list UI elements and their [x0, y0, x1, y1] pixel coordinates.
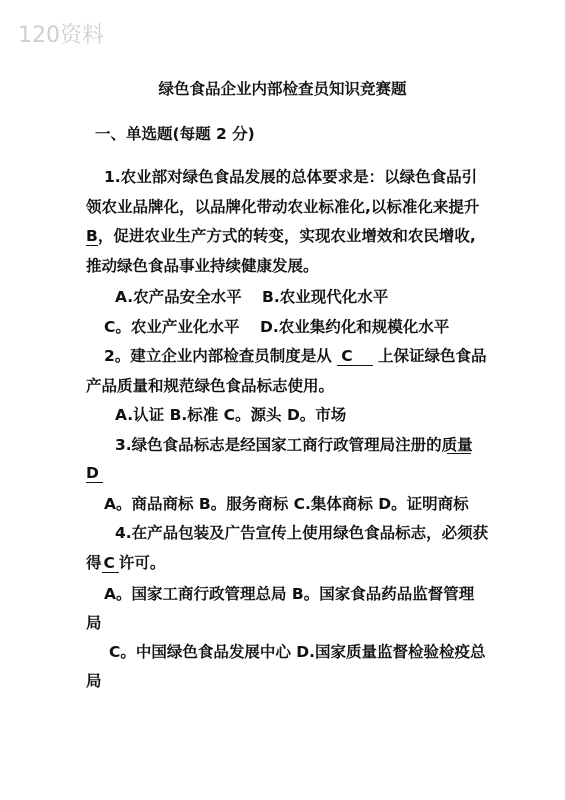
document-title: 绿色食品企业内部检查员知识竞赛题	[158, 80, 407, 98]
q3-line-2	[86, 463, 103, 483]
q4-line-2-pre: 得	[86, 554, 102, 572]
q2-line-1-post: 上保证绿色食品	[378, 347, 487, 365]
q2-line-1-pre: 2。建立企业内部检查员制度是从	[104, 347, 332, 365]
q1-option-c: C。农业产业化水平	[104, 318, 240, 336]
q4-line-2	[86, 553, 165, 573]
q1-option-d: D.农业集约化和规模化水平	[260, 318, 450, 336]
q3-line-1: 3.绿色食品标志是经国家工商行政管理局注册的质量	[115, 436, 473, 454]
q1-line-3	[86, 226, 476, 246]
section-heading: 一、单选题(每题 2 分)	[95, 125, 255, 143]
q4-line-1: 4.在产品包装及广告宣传上使用绿色食品标志，必须获	[115, 524, 489, 542]
q4-options-ab: A。国家工商行政管理总局 B。国家食品药品监督管理	[104, 585, 475, 603]
q4-answer: C	[102, 554, 119, 573]
q2-line-1	[104, 346, 487, 366]
q1-line-1: 1.农业部对绿色食品发展的总体要求是：以绿色食品引	[104, 168, 478, 186]
q1-line-2: 领农业品牌化，以品牌化带动农业标准化,以标准化来提升	[86, 198, 480, 216]
q2-answer: C	[337, 347, 354, 366]
q1-option-b: B.农业现代化水平	[262, 288, 389, 306]
q4-options-cd: C。中国绿色食品发展中心 D.国家质量监督检验检疫总	[109, 643, 486, 661]
q3-blank-line	[447, 453, 471, 454]
q1-option-a: A.农产品安全水平	[115, 288, 242, 306]
q4-options-ab-tail: 局	[86, 614, 102, 632]
q1-line-3-text: ，促进农业生产方式的转变，实现农业增效和农民增收,	[97, 227, 476, 245]
q1-line-4: 推动绿色食品事业持续健康发展。	[86, 257, 319, 275]
q2-line-2: 产品质量和规范绿色食品标志使用。	[86, 377, 335, 395]
q1-answer: B	[86, 227, 98, 245]
q4-options-cd-tail: 局	[86, 672, 102, 690]
q3-options: A。商品商标 B。服务商标 C.集体商标 D。证明商标	[104, 495, 469, 513]
q3-answer: D	[86, 464, 103, 483]
watermark: 120资料	[18, 23, 104, 48]
q2-options: A.认证 B.标准 C。源头 D。市场	[115, 406, 347, 424]
q4-line-2-post: 许可。	[118, 554, 166, 572]
